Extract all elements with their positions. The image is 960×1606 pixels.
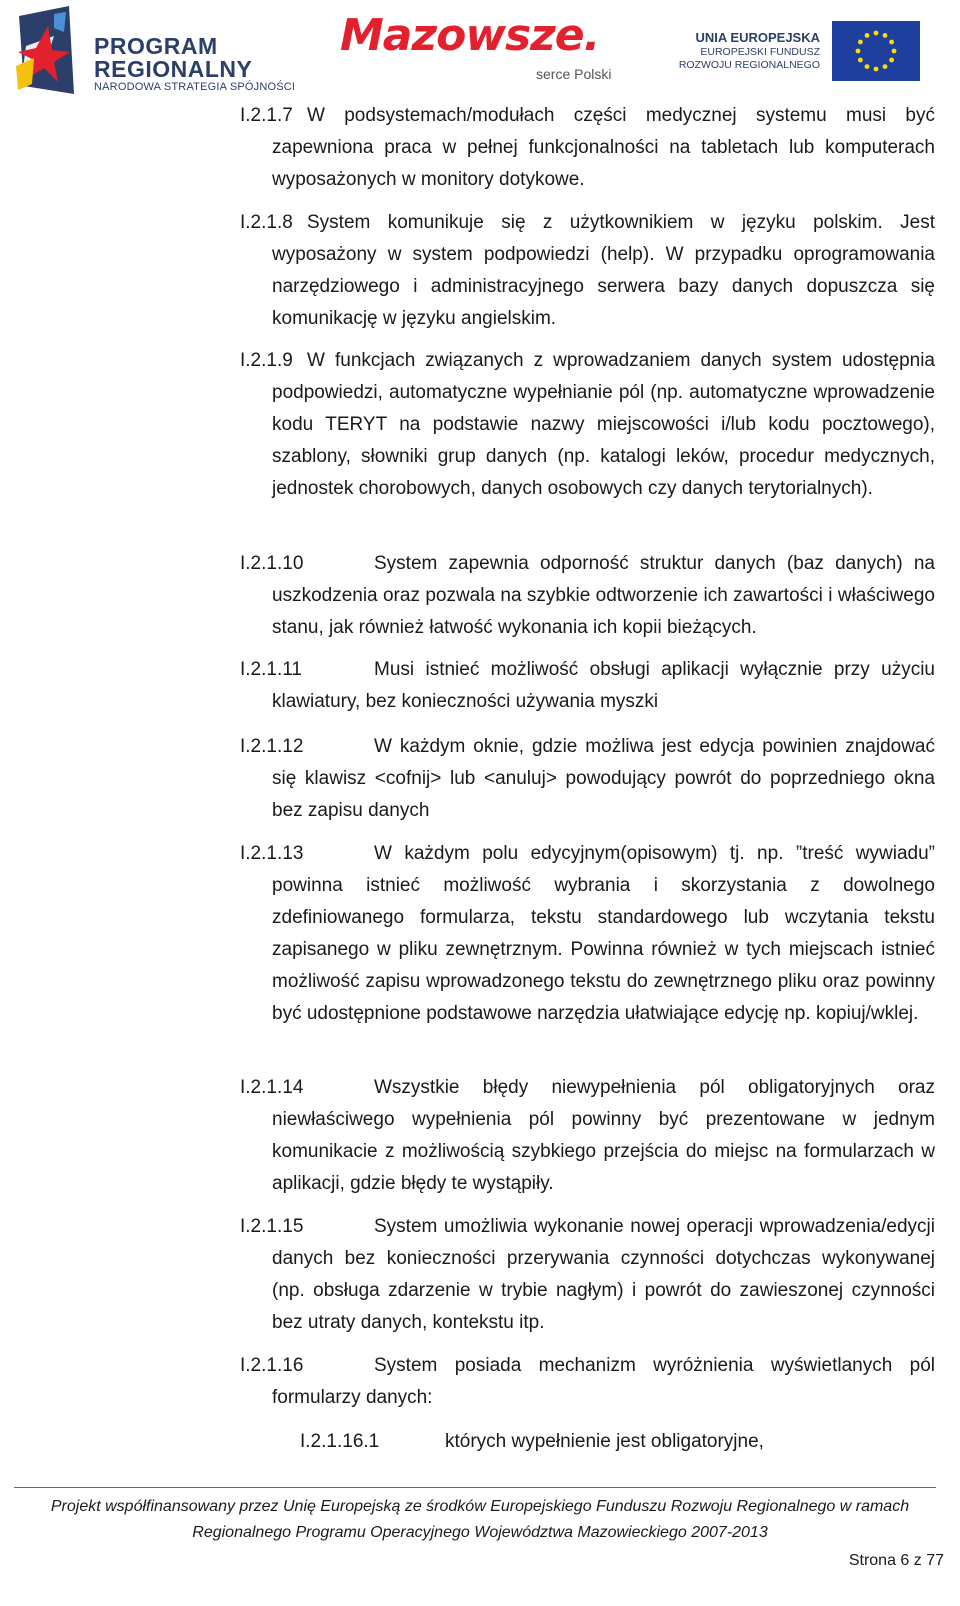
eu-logo — [680, 20, 940, 90]
requirement-text: W funkcjach związanych z wprowadzaniem danych system udostępnia podpowiedzi, automatyczne wypełnianie pól (np. automatyczne wprowadzenie kodu TERYT na podstawie nazwy miejscowości i/lub kodu pocztowego), szablony, słowniki grup danych (np. katalogi leków, procedur medycznych, jednostek chorobowych, danych osobowych czy danych terytorialnych). — [272, 350, 935, 499]
eu-fund-line2: ROZWOJU REGIONALNEGO — [678, 59, 820, 71]
requirement-number: I.2.1.8 — [240, 212, 293, 233]
footer-text-line1: Projekt współfinansowany przez Unię Europejską ze środków Europejskiego Funduszu Rozwoju Regionalnego w ramach — [50, 1498, 910, 1515]
requirement-item — [240, 1072, 935, 1200]
program-regionalny-emblem-icon — [14, 6, 84, 96]
requirement-text: System posiada mechanizm wyróżnienia wyświetlanych pól formularzy danych: — [272, 1355, 935, 1408]
requirement-item — [240, 838, 935, 1030]
page-number: Strona 6 z 77 — [848, 1552, 944, 1569]
requirement-item — [240, 345, 935, 505]
requirement-item — [240, 207, 935, 335]
requirement-number: I.2.1.11 — [240, 659, 302, 680]
mazowsze-tagline: serce Polski — [536, 66, 612, 82]
requirement-number: I.2.1.7 — [240, 105, 293, 126]
eu-flag-icon — [832, 21, 920, 81]
footer-text-line2: Regionalnego Programu Operacyjnego Województwa Mazowieckiego 2007-2013 — [192, 1524, 768, 1541]
requirement-text: System komunikuje się z użytkownikiem w języku polskim. Jest wyposażony w system podpowiedzi (help). W przypadku oprogramowania narzędziowego i administracyjnego serwera bazy danych dopuszcza się komunikację w języku angielskim. — [272, 212, 935, 329]
program-title-line1: PROGRAM — [94, 33, 218, 59]
requirement-number: I.2.1.16 — [240, 1355, 304, 1376]
requirement-number: I.2.1.15 — [240, 1216, 304, 1237]
requirement-item — [240, 548, 935, 644]
requirement-item — [240, 100, 935, 196]
requirement-text: System zapewnia odporność struktur danych (baz danych) na uszkodzenia oraz pozwala na szybkie odtworzenie ich zawartości i właściwego stanu, jak również łatwość wykonania ich kopii bieżących. — [272, 553, 935, 638]
requirement-number: I.2.1.13 — [240, 843, 304, 864]
footer-divider — [14, 1487, 936, 1488]
requirement-number: I.2.1.12 — [240, 736, 304, 757]
requirement-text: których wypełnienie jest obligatoryjne, — [445, 1431, 764, 1452]
program-subtitle: NARODOWA STRATEGIA SPÓJNOŚCI — [94, 81, 296, 93]
requirement-text: W podsystemach/modułach części medycznej systemu musi być zapewniona praca w pełnej funkcjonalności na tabletach lub komputerach wyposażonych w monitory dotykowe. — [272, 105, 935, 190]
requirement-subitem — [300, 1426, 935, 1458]
requirement-text: W każdym oknie, gdzie możliwa jest edycja powinien znajdować się klawisz <cofnij> lub <anuluj> powodujący powrót do poprzedniego okna bez zapisu danych — [272, 736, 935, 821]
requirement-text: W każdym polu edycyjnym(opisowym) tj. np. ”treść wywiadu” powinna istnieć możliwość wybrania i skorzystania z dowolnego zdefiniowanego formularza, tekstu standardowego lub wczytania tekstu zapisanego w pliku zewnętrznym. Powinna również w tych miejscach istnieć możliwość zapisu wprowadzonego tekstu do zewnętrznego pliku oraz powinny być udostępnione podstawowe narzędzia ułatwiające edycję np. kopiuj/wklej. — [272, 843, 935, 1024]
requirement-number: I.2.1.16.1 — [300, 1431, 380, 1452]
requirement-number: I.2.1.9 — [240, 350, 293, 371]
requirement-item — [240, 654, 935, 718]
mazowsze-wordmark: Mazowsze. — [340, 10, 600, 61]
requirement-item — [240, 1211, 935, 1339]
mazowsze-logo — [340, 10, 640, 90]
eu-title: UNIA EUROPEJSKA — [695, 30, 820, 45]
program-regionalny-logo — [14, 6, 314, 96]
requirement-item — [240, 1350, 935, 1414]
requirement-number: I.2.1.10 — [240, 553, 304, 574]
eu-fund-line1: EUROPEJSKI FUNDUSZ — [700, 46, 820, 58]
requirement-text: System umożliwia wykonanie nowej operacji wprowadzenia/edycji danych bez konieczności przerywania czynności dotychczas wykonywanej (np. obsługa zdarzenie w trybie nagłym) i powrót do zawieszonej czynności bez utraty danych, kontekstu itp. — [272, 1216, 935, 1333]
requirement-number: I.2.1.14 — [240, 1077, 304, 1098]
page-header — [0, 0, 960, 100]
requirement-item — [240, 731, 935, 827]
program-title-line2: REGIONALNY — [94, 56, 253, 82]
requirement-text: Wszystkie błędy niewypełnienia pól obligatoryjnych oraz niewłaściwego wypełnienia pól powinny być prezentowane w jednym komunikacie z możliwością szybkiego przejścia do miejsc na formularzach w aplikacji, gdzie błędy te wystąpiły. — [272, 1077, 935, 1194]
requirement-text: Musi istnieć możliwość obsługi aplikacji wyłącznie przy użyciu klawiatury, bez konieczności używania myszki — [272, 659, 935, 712]
